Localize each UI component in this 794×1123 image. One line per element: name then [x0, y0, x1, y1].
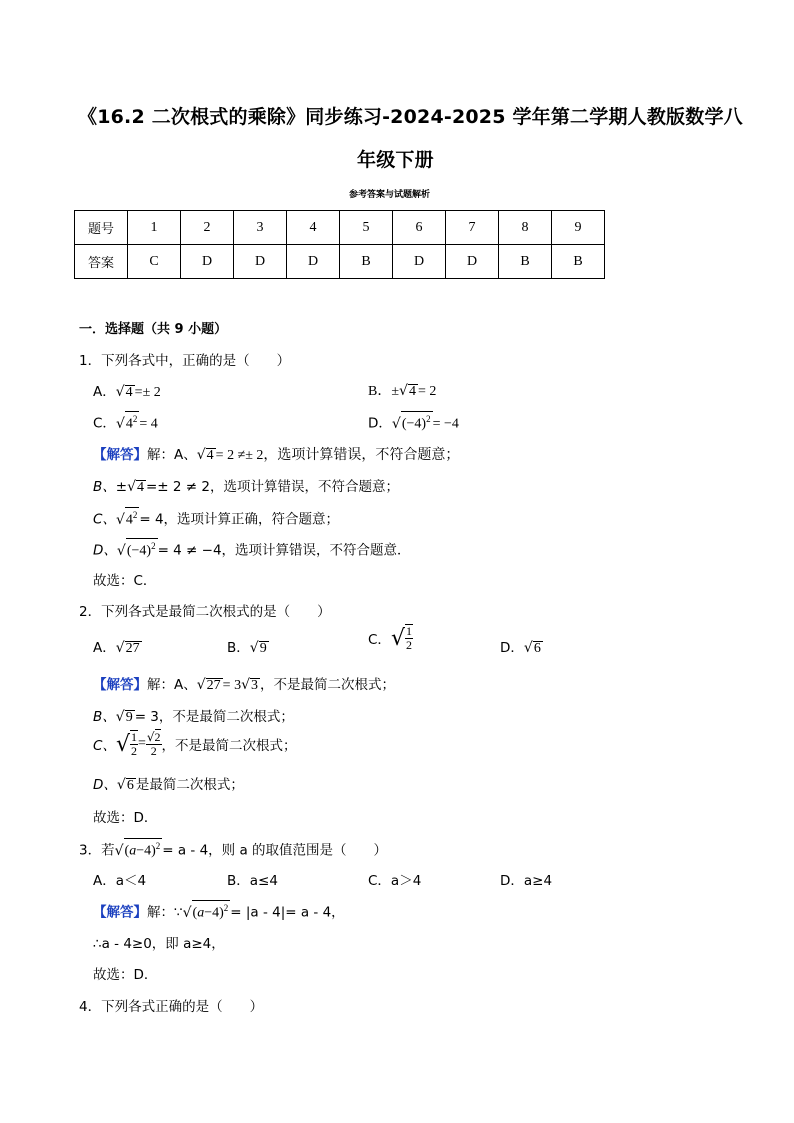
radical-icon: √: [241, 677, 250, 693]
q2-solution-a: 【解答】解：A、√27 = 3√3 ，不是最简二次根式；: [93, 677, 395, 693]
answer-table-header-row: [75, 211, 605, 245]
answer-cell: D: [287, 245, 340, 279]
q1-stem: 1．下列各式中，正确的是（ ）: [79, 353, 291, 369]
question-number: 8: [499, 211, 552, 245]
doc-title-line1: 《16.2 二次根式的乘除》同步练习-2024-2025 学年第二学期人教版数学八: [78, 106, 743, 128]
q1-solution-c: C、$√4^2 = 4$，选项计算正确，符合题意；: [93, 507, 339, 528]
q2-solution-d: D、√6 是最简二次根式；: [93, 777, 244, 793]
q2-option-c: C．√ $\frac{1}{2}$: [368, 624, 412, 652]
q1-option-c: C．$√4^2 = 4$: [93, 411, 158, 433]
radical-icon: √: [115, 511, 125, 528]
radical-icon: √: [399, 383, 408, 399]
q4-stem: 4．下列各式正确的是（ ）: [79, 999, 264, 1015]
q1-solution-b: B、±√4 =± 2 ≠ 2，选项计算错误，不符合题意；: [93, 479, 399, 495]
q3-option-b: B．a≤4: [227, 873, 278, 889]
q2-solution-c: C、√ $\frac{1}{2}$ = $\frac{√2}{2}$ ，不是最简二次根式；: [93, 729, 297, 758]
q1-option-b: B．±√4 = 2: [368, 383, 437, 399]
question-number: 7: [446, 211, 499, 245]
q3-solution-1: 【解答】解：$\because√(a-4)^2 = |a - 4|= a - 4$，: [93, 900, 345, 921]
q1-solution-d: D、$√(-4)^2 = 4 \ne -4$，选项计算错误，不符合题意．: [93, 538, 411, 559]
q2-option-d: D．√6: [500, 640, 541, 656]
question-number: 1: [128, 211, 181, 245]
question-number: 3: [234, 211, 287, 245]
q1-option-a: A．√4 =± 2: [93, 384, 161, 400]
q3-solution-2: ∴a - 4≥0，即 a≥4，: [93, 936, 225, 952]
q3-option-d: D．a≥4: [500, 873, 553, 889]
answer-cell: B: [499, 245, 552, 279]
question-number: 9: [552, 211, 605, 245]
radical-icon: √: [523, 640, 533, 656]
radical-icon: √: [115, 415, 125, 432]
q3-option-a: A．a＜4: [93, 873, 147, 889]
answer-cell: D: [234, 245, 287, 279]
doc-title-line2: 年级下册: [357, 149, 434, 171]
answer-cell: B: [340, 245, 393, 279]
radical-icon: √: [249, 640, 259, 656]
answer-table: [74, 210, 605, 279]
radical-icon: √: [182, 904, 192, 921]
answer-cell: B: [552, 245, 605, 279]
q2-option-b: B．√9: [227, 640, 267, 656]
answer-cell: C: [128, 245, 181, 279]
answer-cell: D: [446, 245, 499, 279]
q2-option-a: A．√27: [93, 640, 140, 656]
question-number: 2: [181, 211, 234, 245]
radical-icon: √: [115, 384, 125, 400]
q3-option-c: C．a＞4: [368, 873, 422, 889]
radical-icon: √: [391, 415, 401, 432]
q2-stem: 2．下列各式是最简二次根式的是（ ）: [79, 604, 331, 620]
q2-solution-b: B、√9 = 3，不是最简二次根式；: [93, 709, 294, 725]
radical-icon: √: [390, 625, 405, 651]
radical-icon: √: [196, 677, 206, 693]
question-number: 5: [340, 211, 393, 245]
answer-table-header-label: 题号: [75, 211, 128, 245]
answer-cell: D: [393, 245, 446, 279]
radical-icon: √: [116, 777, 126, 793]
radical-icon: √: [116, 542, 126, 559]
doc-subtitle: 参考答案与试题解析: [349, 190, 431, 200]
radical-icon: √: [114, 842, 124, 859]
radical-icon: √: [115, 640, 125, 656]
question-number: 4: [287, 211, 340, 245]
q1-solution-a: 【解答】解：A、√4 = 2 ≠± 2，选项计算错误，不符合题意；: [93, 447, 460, 463]
q3-choose: 故选：D．: [93, 967, 158, 983]
radical-icon: √: [196, 447, 206, 463]
q1-option-d: D．$√(-4)^2 = -4$: [368, 411, 459, 433]
answer-table-answer-label: 答案: [75, 245, 128, 279]
q2-choose: 故选：D．: [93, 810, 158, 826]
q1-choose: 故选：C．: [93, 573, 157, 589]
radical-icon: √: [127, 479, 136, 495]
radical-icon: √: [115, 709, 125, 725]
section-heading: 一．选择题（共 9 小题）: [79, 322, 228, 337]
question-number: 6: [393, 211, 446, 245]
answer-table-answer-row: [75, 245, 605, 279]
answer-cell: D: [181, 245, 234, 279]
radical-icon: √: [115, 731, 130, 757]
q3-stem: 3．若$√(a-4)^2 = a - 4$，则 a 的取值范围是（ ）: [79, 838, 387, 859]
